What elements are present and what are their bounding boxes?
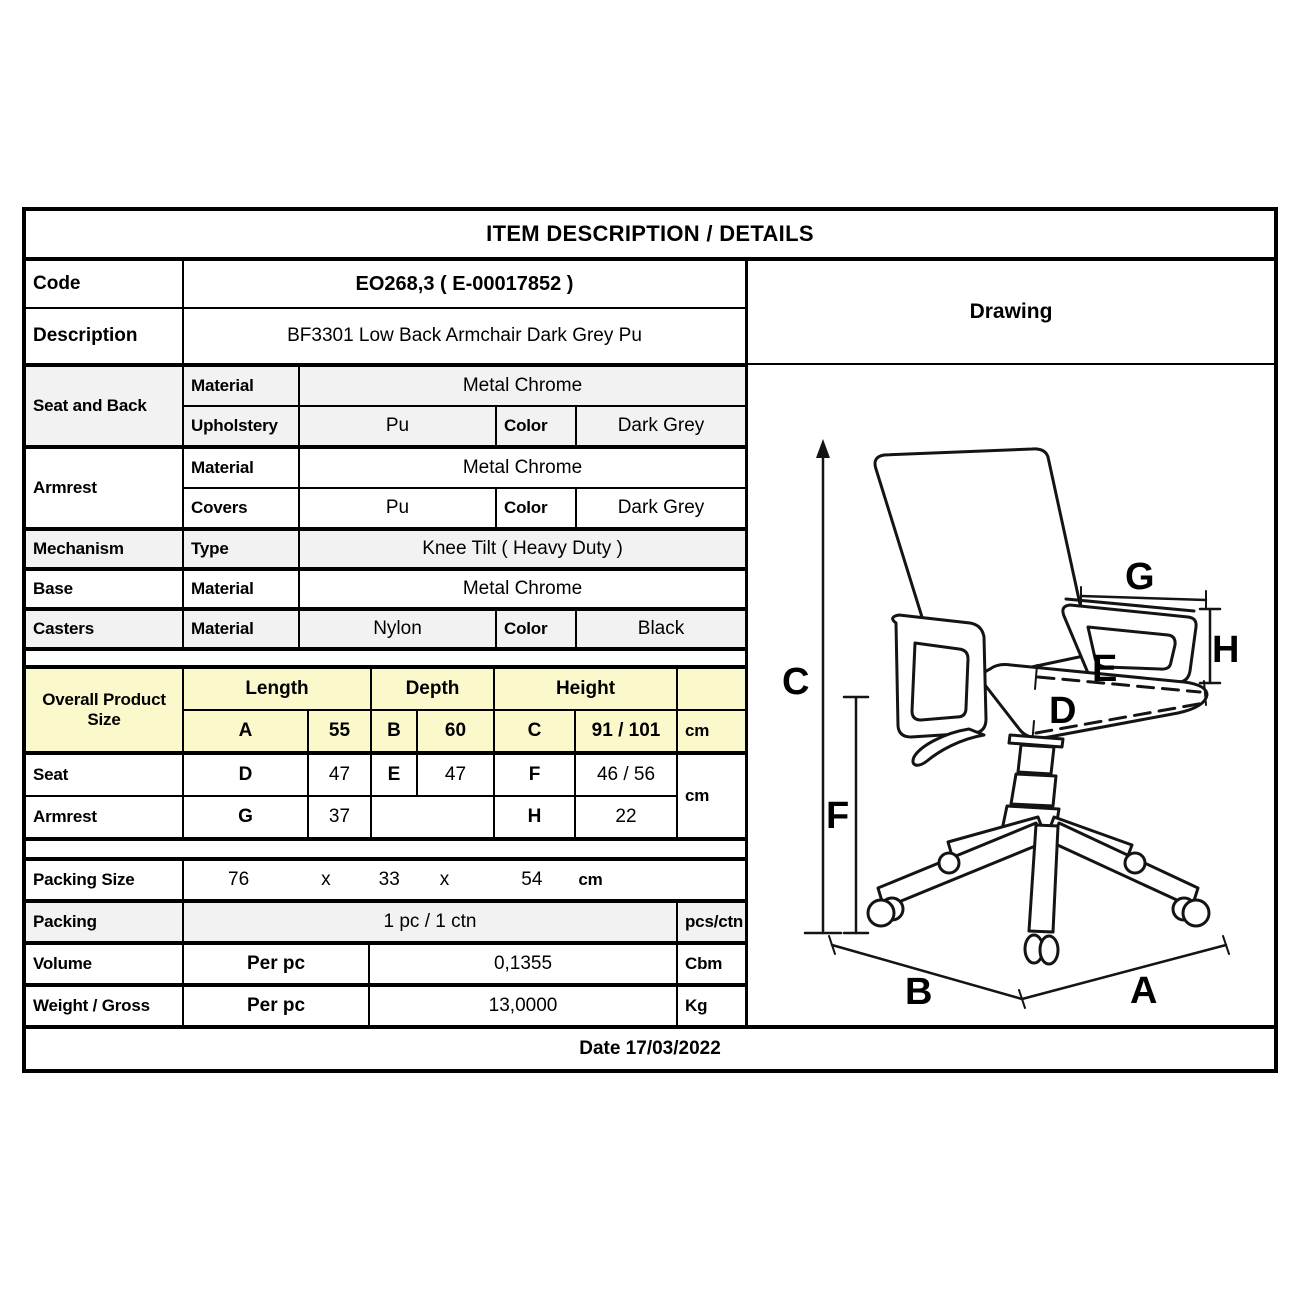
seat-and-back-section [26, 367, 745, 449]
chair-left-armrest-hole [912, 643, 968, 720]
sheet-title: ITEM DESCRIPTION / DETAILS [26, 211, 1274, 261]
date-row [26, 1029, 1274, 1069]
dim-c-value: 91 / 101 [576, 711, 678, 751]
caster-back-left [939, 853, 959, 873]
type-value: Knee Tilt ( Heavy Duty ) [422, 538, 623, 559]
code-value: EO268,3 ( E-00017852 ) [355, 272, 574, 295]
dim-label-g: G [1125, 556, 1155, 598]
volume-per: Per pc [184, 945, 370, 983]
seat-armrest-unit: cm [685, 786, 710, 805]
times-sign: x [321, 869, 331, 890]
dim-d-value: 47 [309, 755, 372, 795]
dim-label-c: C [782, 661, 810, 703]
volume-value: 0,1355 [370, 945, 678, 983]
spacer-cell [26, 651, 745, 665]
weight-row [26, 987, 745, 1025]
color-label: Color [497, 611, 577, 647]
caster-back-right [1125, 853, 1145, 873]
description-value: BF3301 Low Back Armchair Dark Grey Pu [287, 325, 642, 346]
dim-c-arrow [816, 439, 830, 458]
caster-left [868, 900, 894, 926]
spec-table [26, 261, 748, 1025]
spacer-cell [26, 841, 745, 857]
base-row [26, 571, 745, 611]
dim-h-value: 22 [576, 797, 678, 837]
gas-lift-lower [1011, 774, 1056, 806]
weight-value: 13,0000 [370, 987, 678, 1025]
packing-size-unit: cm [578, 870, 603, 889]
length-header: Length [184, 669, 372, 709]
packing-size-v1: 76 [228, 869, 250, 890]
caster-front-right-wheel [1040, 936, 1058, 964]
overall-size-label-line1: Overall Product [42, 690, 166, 710]
material-label: Material [184, 611, 300, 647]
code-label: Code [26, 261, 184, 307]
sheet-main [26, 261, 1274, 1029]
dim-f-key: F [495, 755, 576, 795]
casters-label: Casters [26, 611, 184, 647]
type-label: Type [184, 531, 300, 567]
packing-size-v3: 54 [521, 869, 543, 890]
mechanism-row [26, 531, 745, 571]
dim-b-value: 60 [418, 711, 495, 751]
packing-unit: pcs/ctn [685, 912, 744, 931]
dim-b-key: B [372, 711, 418, 751]
size-header-unit-cell [678, 669, 745, 709]
seat-and-back-label: Seat and Back [26, 367, 184, 445]
dim-label-h: H [1212, 629, 1240, 671]
seat-armrest-dims [26, 755, 745, 841]
volume-unit: Cbm [685, 954, 723, 973]
material-label: Material [184, 449, 300, 487]
dim-label-f: F [826, 795, 850, 837]
armrest-label: Armrest [26, 449, 184, 527]
material-value: Metal Chrome [462, 375, 583, 396]
material-value: Metal Chrome [462, 457, 583, 478]
dim-c-key: C [495, 711, 576, 751]
description-row [26, 309, 745, 367]
spec-sheet [22, 207, 1278, 1073]
dim-e-key: E [372, 755, 418, 795]
color-value: Dark Grey [617, 497, 705, 518]
material-value: Nylon [300, 611, 497, 647]
color-value: Black [637, 618, 685, 639]
caster-right [1183, 900, 1209, 926]
material-value: Metal Chrome [462, 578, 583, 599]
packing-size-label: Packing Size [26, 861, 184, 899]
color-label: Color [497, 489, 577, 527]
dim-d-key: D [184, 755, 309, 795]
dim-a-key: A [184, 711, 309, 751]
chair-drawing [748, 365, 1274, 1025]
dim-g-value: 37 [309, 797, 372, 837]
armrest-dims-label: Armrest [26, 797, 184, 837]
height-header: Height [495, 669, 678, 709]
gas-lift-upper [1018, 745, 1054, 774]
weight-label: Weight / Gross [26, 987, 184, 1025]
overall-abc-row [184, 711, 745, 751]
volume-row [26, 945, 745, 987]
seat-label: Seat [26, 755, 184, 795]
packing-row [26, 903, 745, 945]
dim-label-e: E [1092, 648, 1118, 690]
volume-label: Volume [26, 945, 184, 983]
armrest-material-row [184, 449, 745, 489]
dim-f-value: 46 / 56 [576, 755, 678, 795]
overall-size-label-line2: Size [87, 710, 121, 729]
covers-value: Pu [300, 489, 497, 527]
mechanism-label: Mechanism [26, 531, 184, 567]
description-label: Description [26, 309, 184, 363]
upholstery-label: Upholstery [184, 407, 300, 445]
armrest-covers-row [184, 489, 745, 527]
material-label: Material [184, 571, 300, 607]
armrest-dims-row [26, 797, 678, 837]
packing-label: Packing [26, 903, 184, 941]
dim-label-b: B [905, 971, 933, 1013]
dim-g-key: G [184, 797, 309, 837]
dim-a-value: 55 [309, 711, 372, 751]
date-text: Date 17/03/2022 [579, 1038, 721, 1059]
packing-size-v2: 33 [378, 869, 400, 890]
empty-dim-cell [372, 797, 495, 837]
dim-label-a: A [1130, 970, 1158, 1012]
color-value: Dark Grey [617, 415, 705, 436]
armrest-section [26, 449, 745, 531]
weight-per: Per pc [184, 987, 370, 1025]
depth-header: Depth [372, 669, 495, 709]
dim-label-d: D [1049, 690, 1077, 732]
overall-unit: cm [685, 721, 710, 740]
drawing-title: Drawing [748, 261, 1274, 365]
casters-row [26, 611, 745, 651]
seat-dims-row [26, 755, 678, 797]
covers-label: Covers [184, 489, 300, 527]
overall-size-section [26, 669, 745, 755]
color-label: Color [497, 407, 577, 445]
base-label: Base [26, 571, 184, 607]
weight-unit: Kg [685, 996, 708, 1015]
dim-h-key: H [495, 797, 576, 837]
overall-size-label [26, 669, 184, 751]
material-label: Material [184, 367, 300, 405]
dim-e-value: 47 [418, 755, 495, 795]
packing-size-row [26, 861, 745, 903]
spacer-row [26, 651, 745, 669]
packing-value: 1 pc / 1 ctn [184, 903, 678, 941]
base-leg-left [878, 823, 1045, 908]
times-sign: x [439, 869, 450, 890]
size-header-row [184, 669, 745, 711]
code-row [26, 261, 745, 309]
drawing-area [748, 365, 1274, 1025]
seat-back-material-row [184, 367, 745, 407]
seat-back-upholstery-row [184, 407, 745, 445]
packing-size-values [184, 861, 745, 899]
upholstery-value: Pu [300, 407, 497, 445]
drawing-panel [748, 261, 1274, 1025]
spacer-row [26, 841, 745, 861]
